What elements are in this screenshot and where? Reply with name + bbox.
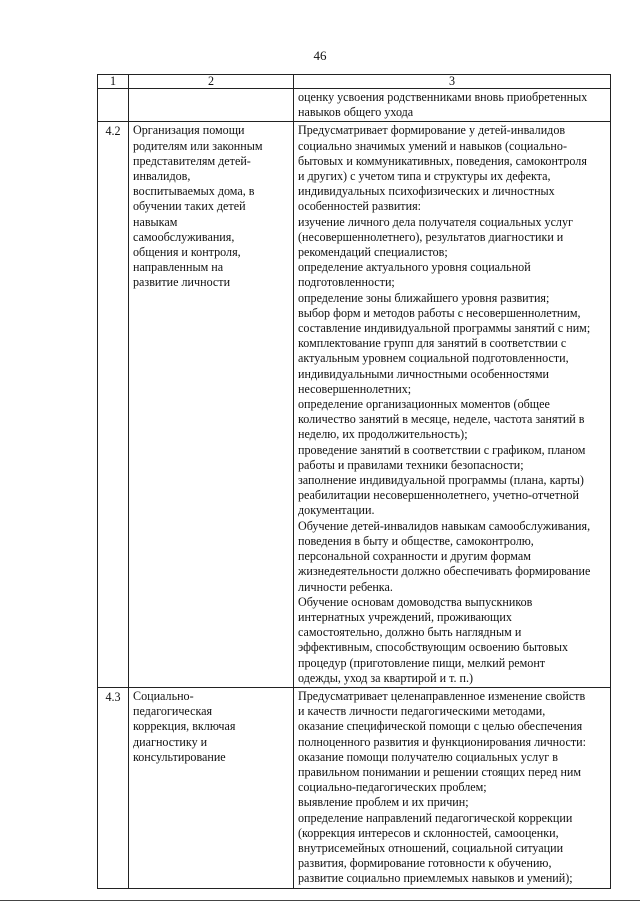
text-line: выявление проблем и их причин; (298, 795, 469, 810)
text-line: развитие личности (133, 275, 231, 290)
text-line: выбор форм и методов работы с несовершеннолетним, (298, 305, 581, 320)
text-line: общения и контроля, (133, 245, 241, 260)
text-line: интернатных учреждений, проживающих (298, 609, 512, 624)
text-line: педагогическая (133, 704, 213, 719)
text-line: (коррекция интересов и склонностей, самооценки, (298, 825, 559, 840)
text-line: полноценного развития и функционирования личности: (298, 734, 586, 749)
text-line: социально-педагогических проблем; (298, 780, 487, 795)
text-line: диагностику и (133, 734, 208, 749)
text-line: неделю, их продолжительность); (298, 427, 468, 442)
text-line: поведения в быту и обществе, самоконтролю, (298, 533, 534, 548)
text-line: консультирование (133, 749, 226, 764)
continuation-description (294, 89, 611, 122)
text-line: самостоятельно, должно быть наглядным и (298, 625, 522, 640)
text-line: Организация помощи (133, 123, 245, 138)
text-line: проведение занятий в соответствии с графиком, планом (298, 442, 586, 457)
text-line: определение зоны ближайшего уровня развития; (298, 290, 550, 305)
text-line: Предусматривает целенаправленное изменение свойств (298, 688, 586, 703)
text-line: родителям или законным (133, 138, 263, 153)
text-line: навыкам (133, 214, 178, 229)
text-line: представителям детей- (133, 153, 251, 168)
services-table (97, 74, 611, 889)
text-line: Социально- (133, 688, 194, 703)
text-line: и качеств личности педагогическими методами, (298, 704, 546, 719)
table-row (98, 687, 611, 888)
text-line: Предусматривает формирование у детей-инвалидов (298, 123, 566, 138)
text-line: развитие социально приемлемых навыков и умений); (298, 871, 573, 886)
text-line: воспитываемых дома, в (133, 184, 255, 199)
text-line: подготовленности; (298, 275, 395, 290)
text-line: заполнение индивидуальной программы (плана, карты) (298, 473, 584, 488)
text-line: развития, формирование готовности к обучению, (298, 856, 552, 871)
continuation-row (98, 89, 611, 122)
row-number: 4.2 (98, 122, 129, 688)
text-line: процедур (приготовление пищи, мелкий ремонт (298, 655, 546, 670)
text-line: особенностей развития: (298, 199, 421, 214)
table-header-row (98, 75, 611, 89)
text-line: и других) с учетом типа и структуры их дефекта, (298, 169, 551, 184)
text-line: индивидуальных психофизических и личностных (298, 184, 555, 199)
text-line: определение направлений педагогической коррекции (298, 810, 573, 825)
text-line: индивидуальными личностными особенностями (298, 366, 549, 381)
page-number: 46 (313, 48, 327, 63)
header-col-3: 3 (294, 75, 611, 89)
text-line: рекомендаций специалистов; (298, 245, 448, 260)
text-line: документации. (298, 503, 375, 518)
text-line: комплектование групп для занятий в соответствии с (298, 336, 567, 351)
text-line: оказание помощи получателю социальных услуг в (298, 749, 558, 764)
text-line: инвалидов, (133, 169, 191, 184)
text-line: внутрисемейных отношений, социальной ситуации (298, 840, 564, 855)
text-line: эффективным, способствующим освоению бытовых (298, 640, 569, 655)
header-col-2: 2 (129, 75, 294, 89)
service-name (129, 687, 294, 888)
text-line: Обучение детей-инвалидов навыкам самообслуживания, (298, 518, 591, 533)
text-line: жизнедеятельности должно обеспечивать формирование (298, 564, 591, 579)
table-row (98, 122, 611, 688)
text-line: составление индивидуальной программы занятий с ним; (298, 321, 591, 336)
text-line: работы и правилами техники безопасности; (298, 457, 524, 472)
text-line: (несовершеннолетнего), результатов диагностики и (298, 229, 564, 244)
service-description (294, 122, 611, 688)
text-line: одежды, уход за квартирой и т. п.) (298, 670, 474, 685)
text-line: оказание специфической помощи с целью обеспечения (298, 719, 583, 734)
bottom-edge-line (0, 900, 640, 901)
row-number: 4.3 (98, 687, 129, 888)
service-name (129, 122, 294, 688)
text-line: самообслуживания, (133, 229, 235, 244)
continuation-number-cell (98, 89, 129, 122)
text-line: определение актуального уровня социальной (298, 260, 531, 275)
text-line: бытовых и коммуникативных, поведения, самоконтроля (298, 153, 587, 168)
text-line: изучение личного дела получателя социальных услуг (298, 214, 573, 229)
continuation-name-cell (129, 89, 294, 122)
text-line: оценку усвоения родственниками вновь приобретенных (298, 90, 588, 104)
service-description (294, 687, 611, 888)
text-line: личности ребенка. (298, 579, 393, 594)
text-line: количество занятий в месяце, неделе, частота занятий в (298, 412, 585, 427)
text-line: персональной сохранности и другим формам (298, 549, 531, 564)
text-line: коррекция, включая (133, 719, 236, 734)
header-col-1: 1 (98, 75, 129, 89)
text-line: Обучение основам домоводства выпускников (298, 594, 533, 609)
text-line: актуальным уровнем социальной подготовленности, (298, 351, 569, 366)
text-line: несовершеннолетних; (298, 381, 412, 396)
text-line: определение организационных моментов (общее (298, 397, 550, 412)
text-line: направленным на (133, 260, 224, 275)
text-line: навыков общего ухода (298, 105, 414, 120)
text-line: обучении таких детей (133, 199, 246, 214)
text-line: правильном понимании и решении стоящих перед ним (298, 764, 582, 779)
text-line: реабилитации несовершеннолетнего, учетно-отчетной (298, 488, 579, 503)
text-line: социально значимых умений и навыков (социально- (298, 138, 567, 153)
